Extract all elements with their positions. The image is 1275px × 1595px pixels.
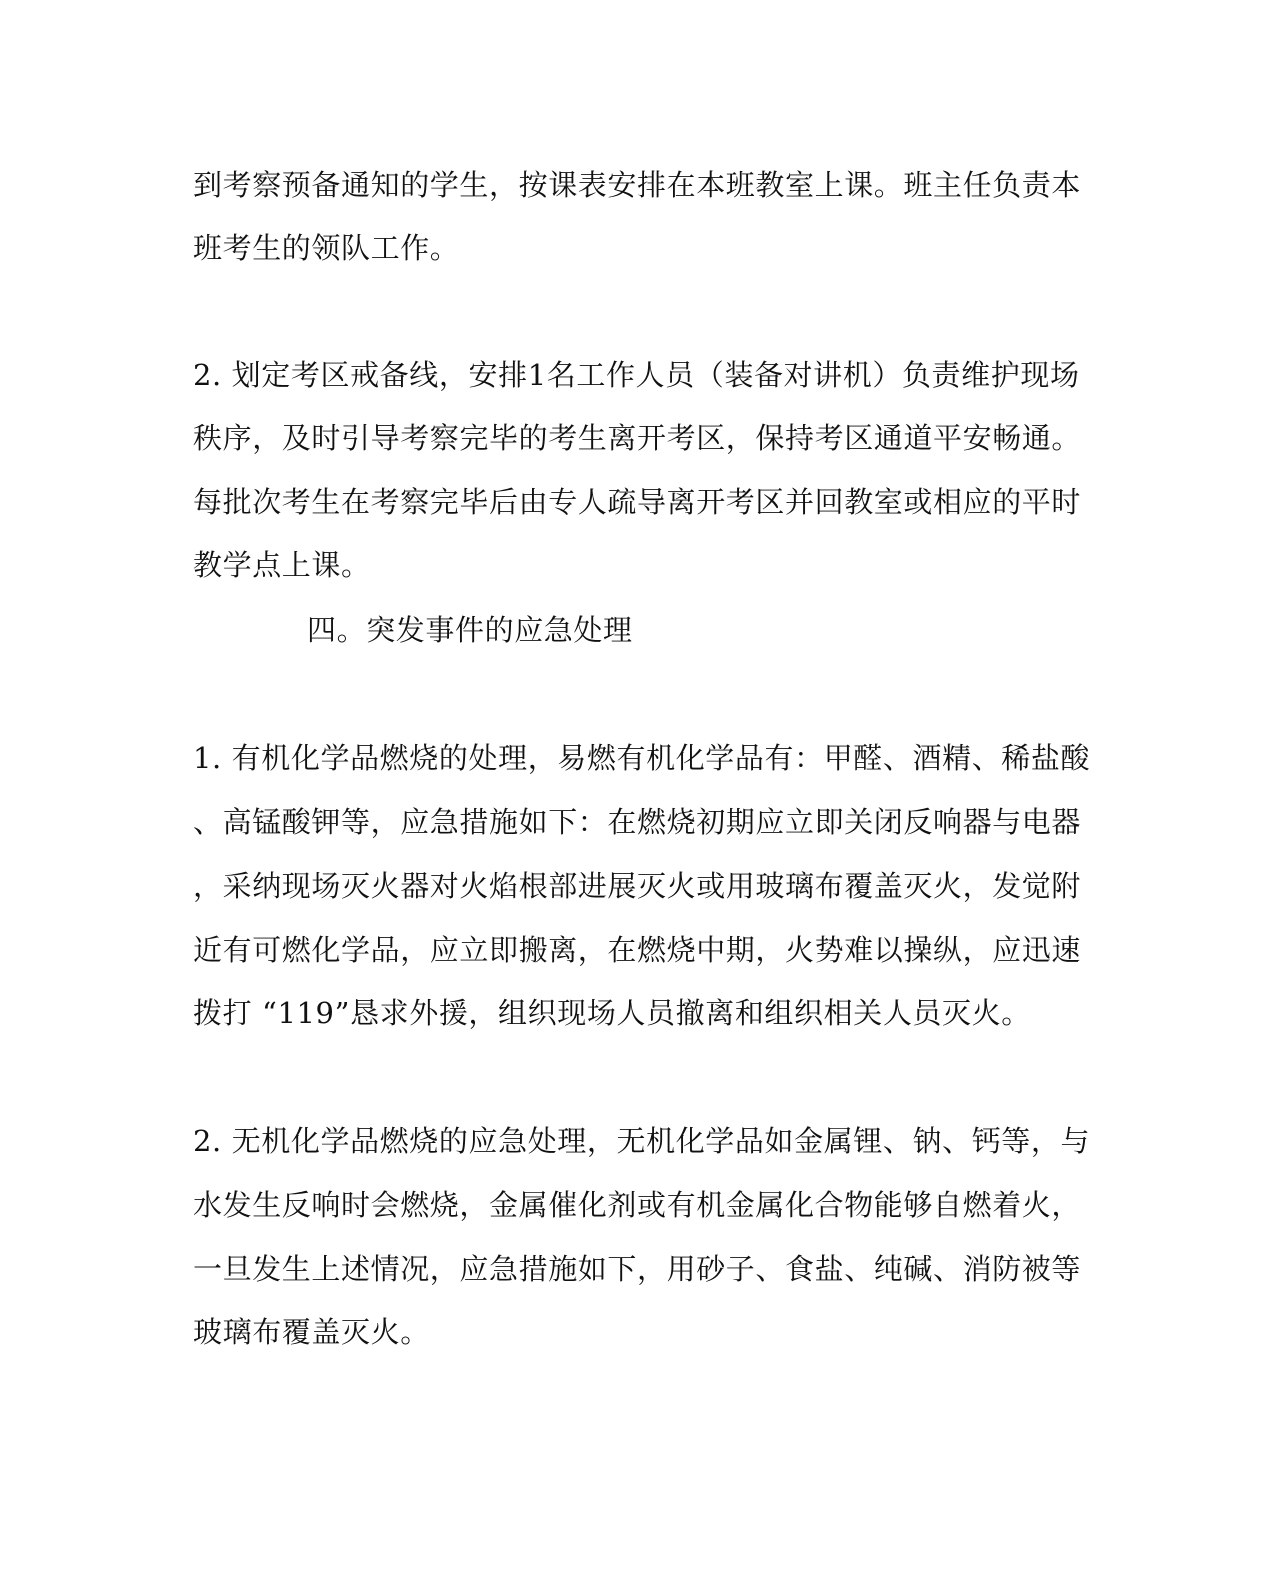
paragraph-line: 1. 有机化学品燃烧的处理，易燃有机化学品有：甲醛、酒精、稀盐酸 [193,741,1091,775]
paragraph-line: 到考察预备通知的学生，按课表安排在本班教室上课。班主任负责本 [193,168,1082,202]
paragraph-line: 每批次考生在考察完毕后由专人疏导离开考区并回教室或相应的平时 [193,485,1082,519]
paragraph-line: 近有可燃化学品，应立即搬离，在燃烧中期，火势难以操纵，应迅速 [193,933,1082,967]
paragraph-line: 教学点上课。 [193,548,371,582]
paragraph-line: 水发生反响时会燃烧，金属催化剂或有机金属化合物能够自燃着火， [193,1188,1082,1222]
paragraph-line: 班考生的领队工作。 [193,231,460,265]
paragraph-line: ，采纳现场灭火器对火焰根部进展灭火或用玻璃布覆盖灭火，发觉附 [193,869,1082,903]
paragraph-line: 、高锰酸钾等，应急措施如下：在燃烧初期应立即关闭反响器与电器 [193,805,1082,839]
section-heading: 四。突发事件的应急处理 [307,613,633,647]
paragraph-line: 玻璃布覆盖灭火。 [193,1315,430,1349]
paragraph-line: 秩序，及时引导考察完毕的考生离开考区，保持考区通道平安畅通。 [193,421,1082,455]
paragraph-line: 一旦发生上述情况，应急措施如下，用砂子、食盐、纯碱、消防被等 [193,1252,1082,1286]
paragraph-line: 2. 划定考区戒备线，安排1名工作人员（装备对讲机）负责维护现场 [193,358,1080,392]
paragraph-line: 拨打 “119”恳求外援，组织现场人员撤离和组织相关人员灭火。 [193,996,1031,1030]
paragraph-line: 2. 无机化学品燃烧的应急处理，无机化学品如金属锂、钠、钙等，与 [193,1124,1091,1158]
